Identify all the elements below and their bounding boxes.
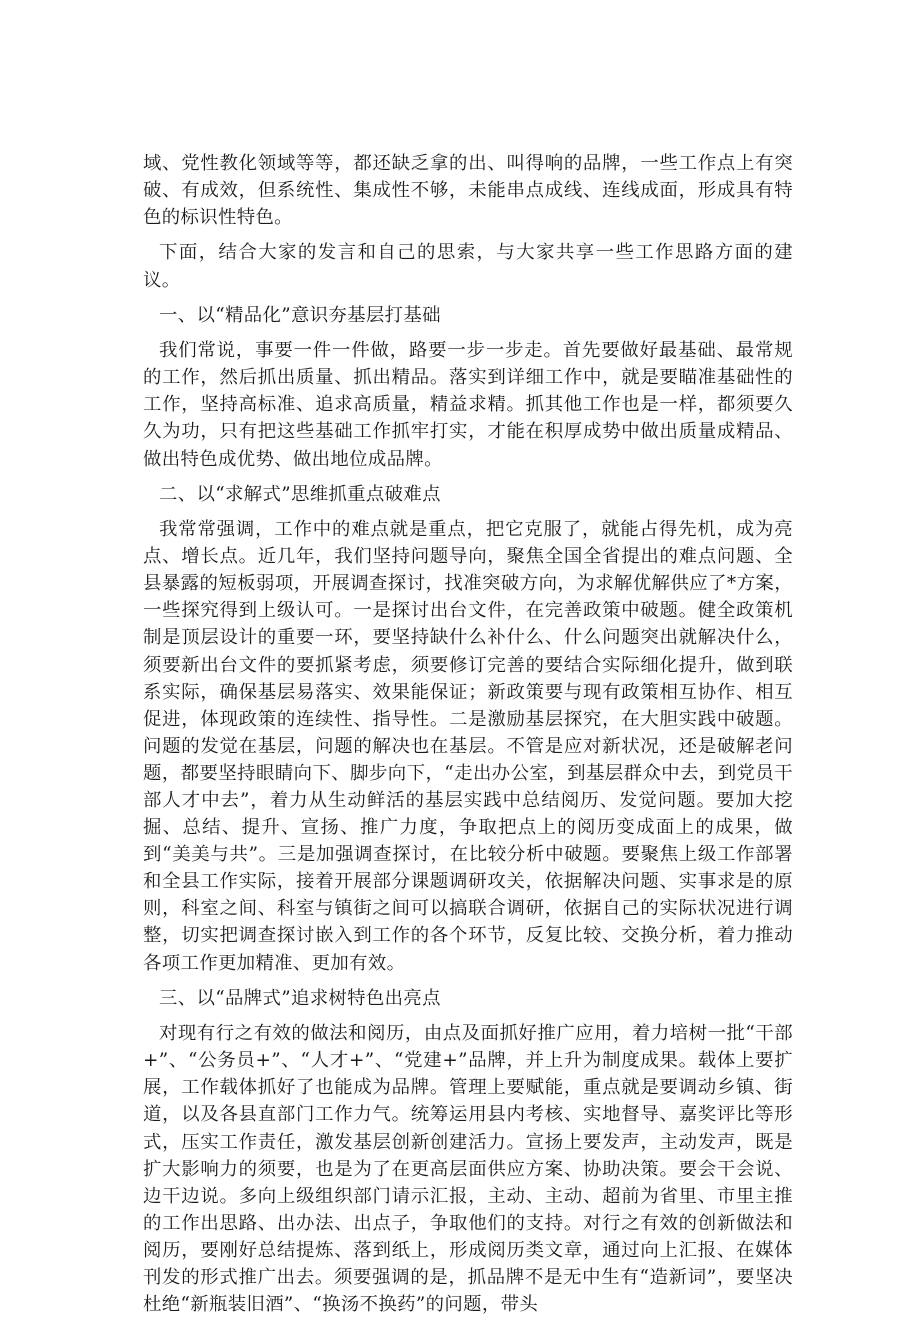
paragraph-section-3: 对现有行之有效的做法和阅历，由点及面抓好推广应用，着力培树一批“干部+”、“公务员+”、“人才+”、“党建+”品牌，并上升为制度成果。载体上要扩展，工作载体抓好了也能成为品牌。管理上要赋能，重点就是要调动乡镇、街道，以及各县直部门工作力气。统筹运用县内考核、实地督导、嘉奖评比等形式，压实工作责任，激发基层创新创建活力。宣扬上要发声，主动发声，既是扩大影响力的须要，也是为了在更高层面供应方案、协助决策。要会干会说、边干边说。多向上级组织部门请示汇报，主动、主动、超前为省里、市里主推的工作出思路、出办法、出点子，争取他们的支持。对行之有效的创新做法和阅历，要刚好总结提炼、落到纸上，形成阅历类文章，通过向上汇报、在媒体刊发的形式推广出去。须要强调的是，抓品牌不是无中生有“造新词”，要坚决杜绝“新瓶装旧酒”、“换汤不换药”的问题，带头 [143, 1023, 793, 1316]
section-heading-1: 一、以“精品化”意识夯基层打基础 [159, 304, 441, 326]
paragraph-suggestions: 下面，结合大家的发言和自己的思索，与大家共享一些工作思路方面的建议。 [143, 242, 793, 291]
section-heading-2: 二、以“求解式”思维抓重点破难点 [159, 483, 441, 505]
paragraph-section-1: 我们常说，事要一件一件做，路要一步一步走。首先要做好最基础、最常规的工作，然后抓出质量、抓出精品。落实到详细工作中，就是要瞄准基础性的工作，坚持高标准、追求高质量，精益求精。抓其他工作也是一样，都须要久久为功，只有把这些基础工作抓牢打实，才能在积厚成势中做出质量成精品、做出特色成优势、做出地位成品牌。 [143, 340, 793, 470]
document-page [143, 150, 793, 1326]
paragraph-intro-continued: 域、党性教化领域等等，都还缺乏拿的出、叫得响的品牌，一些工作点上有突破、有成效，但系统性、集成性不够，未能串点成线、连线成面，形成具有特色的标识性特色。 [143, 153, 793, 229]
section-heading-3: 三、以“品牌式”追求树特色出亮点 [159, 987, 441, 1009]
paragraph-section-2: 我常常强调，工作中的难点就是重点，把它克服了，就能占得先机，成为亮点、增长点。近几年，我们坚持问题导向，聚焦全国全省提出的难点问题、全县暴露的短板弱项，开展调查探讨，找准突破方向，为求解优解供应了*方案，一些探究得到上级认可。一是探讨出台文件，在完善政策中破题。健全政策机制是顶层设计的重要一环，要坚持缺什么补什么、什么问题突出就解决什么，须要新出台文件的要抓紧考虑，须要修订完善的要结合实际细化提升，做到联系实际，确保基层易落实、效果能保证；新政策要与现有政策相互协作、相互促进，体现政策的连续性、指导性。二是激励基层探究，在大胆实践中破题。问题的发觉在基层，问题的解决也在基层。不管是应对新状况，还是破解老问题，都要坚持眼睛向下、脚步向下，“走出办公室，到基层群众中去，到党员干部人才中去”，着力从生动鲜活的基层实践中总结阅历、发觉问题。要加大挖掘、总结、提升、宣扬、推广力度，争取把点上的阅历变成面上的成果，做到“美美与共”。三是加强调查探讨，在比较分析中破题。要聚焦上级工作部署和全县工作实际，接着开展部分课题调研攻关，依据解决问题、实事求是的原则，科室之间、科室与镇街之间可以搞联合调研，依据自己的实际状况进行调整，切实把调查探讨嵌入到工作的各个环节，反复比较、交换分析，着力推动各项工作更加精准、更加有效。 [143, 519, 793, 974]
